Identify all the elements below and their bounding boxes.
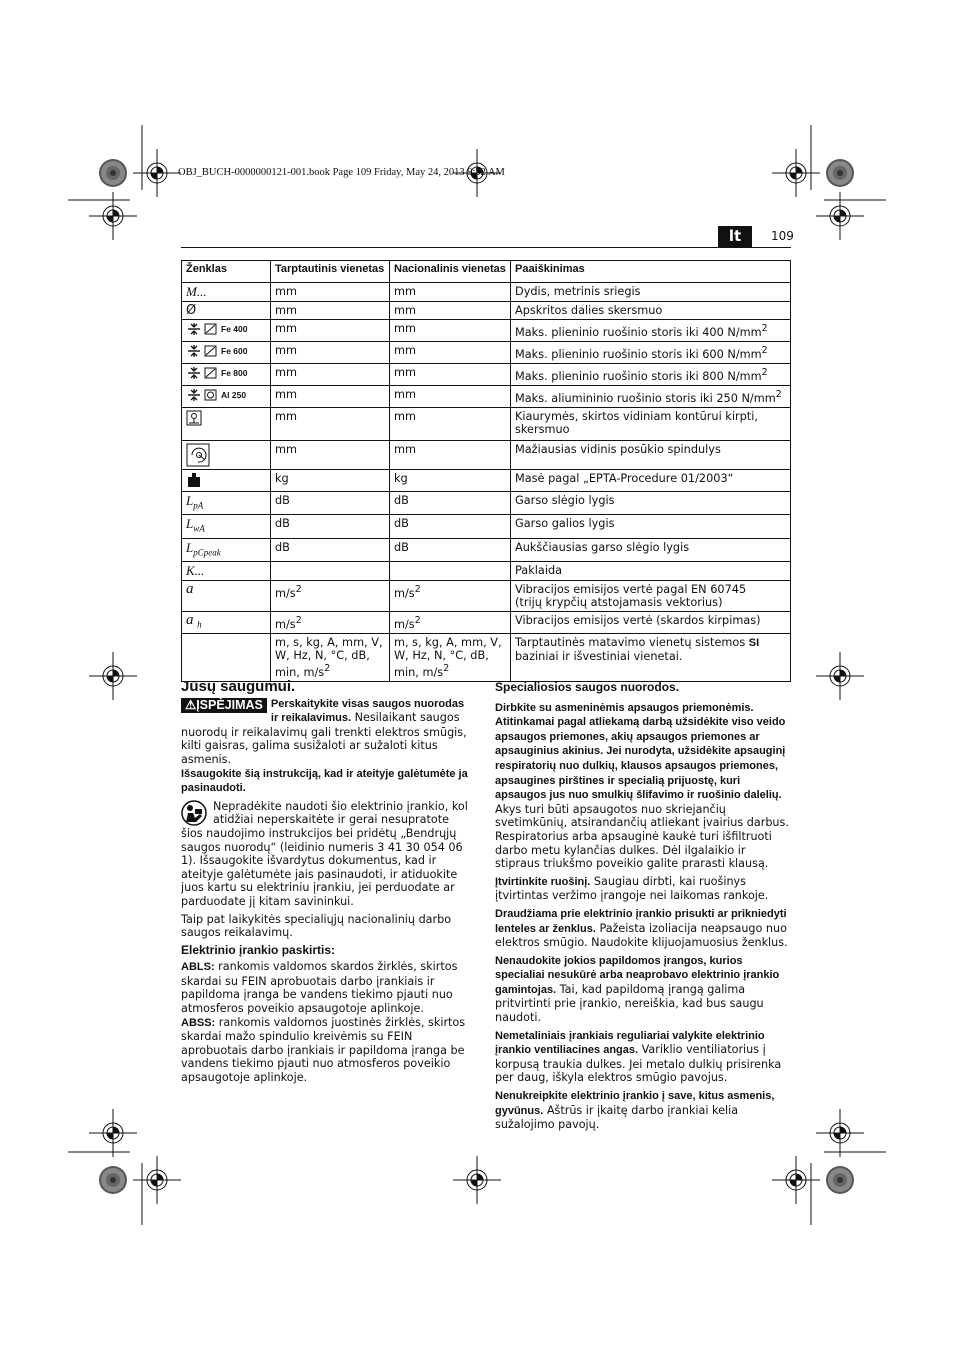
table-row bbox=[182, 561, 791, 580]
section-title: Jūsų saugumui. bbox=[181, 678, 296, 695]
table-row bbox=[182, 441, 791, 470]
symbol-cell: $L_{wA}$ bbox=[182, 515, 271, 538]
desc-cell: Maks. plieninio ruošinio storis iki 600 $N/mm^2$ bbox=[511, 342, 791, 364]
read-manual-icon bbox=[181, 800, 207, 826]
nat-cell: mm bbox=[390, 364, 511, 386]
nat-cell: dB bbox=[390, 538, 511, 561]
col-header-intl: Tarptautinis vienetas bbox=[271, 261, 390, 283]
table-row bbox=[182, 302, 791, 320]
material-grade: Fe 800 bbox=[221, 367, 248, 378]
file-info-line: OBJ_BUCH-0000000121-001.book Page 109 Friday, May 24, 2013 9:52 AM bbox=[178, 167, 505, 178]
right-column bbox=[495, 680, 791, 1136]
nat-cell: mm bbox=[390, 320, 511, 342]
col-header-symbol: Ženklas bbox=[182, 261, 271, 283]
nat-cell: m, s, kg, A, mm, V, W, Hz, N, °C, dB, min, $m/s^2$ bbox=[390, 634, 511, 682]
material-grade: Fe 400 bbox=[221, 323, 248, 334]
desc-cell: Kiaurymės, skirtos vidiniam kontūrui kirpti, skersmuo bbox=[511, 408, 791, 441]
desc-cell: Maks. plieninio ruošinio storis iki 400 $N/mm^2$ bbox=[511, 320, 791, 342]
hole-diameter-icon bbox=[186, 410, 202, 426]
intl-cell: mm bbox=[271, 408, 390, 441]
nat-cell: mm bbox=[390, 441, 511, 470]
table-row bbox=[182, 364, 791, 386]
desc-cell: Garso slėgio lygis bbox=[511, 492, 791, 515]
intl-cell: mm bbox=[271, 302, 390, 320]
symbol-cell bbox=[182, 320, 271, 342]
symbol-cell bbox=[182, 470, 271, 492]
intl-cell: dB bbox=[271, 538, 390, 561]
intl-cell: m, s, kg, A, mm, V, W, Hz, N, °C, dB, min, $m/s^2$ bbox=[271, 634, 390, 682]
symbol-cell: K... bbox=[182, 561, 271, 580]
table-row bbox=[182, 492, 791, 515]
diameter-symbol: Ø bbox=[186, 303, 197, 318]
intl-cell: mm bbox=[271, 386, 390, 408]
intl-cell: $m/s^2$ bbox=[271, 580, 390, 611]
safety-paragraph: Nemetaliniais įrankiais reguliariai valykite elektrinio įrankio ventiliacines angas. Variklio ventiliatorius į korpusą traukia dulkes. Jei metalo dulkių prisirenka per daug, iškyla elektros smūgio pavojus. bbox=[495, 1029, 782, 1085]
col-header-national: Nacionalinis vienetas bbox=[390, 261, 511, 283]
warning-paragraph: ⚠ĮSPĖJIMAS Perskaitykite visas saugos nuorodas ir reikalavimus. Nesilaikant saugos nuorodų ir reikalavimų gali trenkti elektros smūgis, kilti gaisras, galima susižaloti ar sužaloti kitus asmenis. Išsaugokite šią instrukciją, kad ir ateityje galėtumėte ja pasinaudoti. bbox=[181, 697, 468, 795]
safety-paragraph: Dirbkite su asmeninėmis apsaugos priemonėmis. Atitinkamai pagal atliekamą darbą užsidėkite viso veido apsaugos priemones, akių apsaugos priemones ar apsauginius akinius. Jei nurodyta, užsidėkite apsauginį respiratorių nuo dulkių, klausos apsaugos priemones, apsaugines pirštines ir specialią prijuostę, kuri apsaugos jus nuo smulkių šlifavimo ir ruošinio dalelių. Akys turi būti apsaugotos nuo skriejančių svetimkūnių, atsirandančių atliekant įvairius darbus. Respiratorius arba apsauginė kaukė turi išfiltruoti darbo metu kylančias dulkes. Dėl ilgalaikio ir stipraus triukšmo poveikio galite prarasti klausą. bbox=[495, 701, 789, 871]
intl-cell: mm bbox=[271, 342, 390, 364]
page-number: 109 bbox=[771, 229, 794, 243]
thickness-icon bbox=[186, 322, 218, 336]
intl-cell: mm bbox=[271, 364, 390, 386]
symbol-cell: $L_{pCpeak}$ bbox=[182, 538, 271, 561]
nat-cell: dB bbox=[390, 515, 511, 538]
symbol-cell bbox=[182, 441, 271, 470]
thickness-icon bbox=[186, 366, 218, 380]
table-row bbox=[182, 342, 791, 364]
thickness-icon bbox=[186, 344, 218, 358]
intl-cell bbox=[271, 561, 390, 580]
table-header-row bbox=[182, 261, 791, 283]
desc-cell: Garso galios lygis bbox=[511, 515, 791, 538]
table-row bbox=[182, 386, 791, 408]
language-tab: lt bbox=[718, 226, 752, 247]
nat-cell: kg bbox=[390, 470, 511, 492]
abls-paragraph: ABLS: rankomis valdomos skardos žirklės, skirtos skardai su FEIN aprobuotais darbo įrankiais ir papildoma įranga be vandens tiekimo pjauti nuo atmosferos poveikio apsaugotoje aplinkoje. bbox=[181, 960, 458, 1016]
thickness-icon bbox=[186, 388, 218, 402]
intl-cell: mm bbox=[271, 320, 390, 342]
desc-cell: Apskritos dalies skersmuo bbox=[511, 302, 791, 320]
nat-cell: mm bbox=[390, 408, 511, 441]
symbols-table bbox=[181, 260, 791, 682]
intl-cell: mm bbox=[271, 441, 390, 470]
nat-cell: mm bbox=[390, 302, 511, 320]
intl-cell: $m/s^2$ bbox=[271, 611, 390, 633]
symbol-cell bbox=[182, 342, 271, 364]
desc-cell: Maks. aliumininio ruošinio storis iki 250 $N/mm^2$ bbox=[511, 386, 791, 408]
nat-cell: mm bbox=[390, 342, 511, 364]
desc-cell: Mažiausias vidinis posūkio spindulys bbox=[511, 441, 791, 470]
table-row bbox=[182, 283, 791, 302]
table-row bbox=[182, 320, 791, 342]
symbol-cell bbox=[182, 408, 271, 441]
table-row bbox=[182, 538, 791, 561]
symbol-cell bbox=[182, 302, 271, 320]
intl-cell: dB bbox=[271, 515, 390, 538]
symbol-cell bbox=[182, 634, 271, 682]
desc-cell: Paklaida bbox=[511, 561, 791, 580]
abss-paragraph: ABSS: rankomis valdomos juostinės žirklės, skirtos skardai mažo spindulio kreivėmis su FEIN aprobuotais darbo įrankiais ir papildoma įranga be vandens tiekimo pjauti nuo atmosferos poveikio apsaugotoje aplinkoje. bbox=[181, 1015, 466, 1085]
table-row bbox=[182, 611, 791, 633]
symbol-cell: $L_{pA}$ bbox=[182, 492, 271, 515]
turning-radius-icon bbox=[186, 443, 210, 467]
intl-cell: kg bbox=[271, 470, 390, 492]
desc-cell: Masė pagal „EPTA-Procedure 01/2003“ bbox=[511, 470, 791, 492]
safety-paragraph: Nenukreipkite elektrinio įrankio į save, kitus asmenis, gyvūnus. Aštrūs ir įkaitę darbo įrankiai kelia sužalojimo pavojų. bbox=[495, 1090, 775, 1132]
material-grade: Fe 600 bbox=[221, 345, 248, 356]
nat-cell bbox=[390, 561, 511, 580]
desc-cell: Dydis, metrinis sriegis bbox=[511, 283, 791, 302]
header-rule bbox=[181, 247, 791, 248]
nat-cell: mm bbox=[390, 283, 511, 302]
symbol-cell bbox=[182, 386, 271, 408]
nat-cell: $m/s^2$ bbox=[390, 611, 511, 633]
desc-cell: Vibracijos emisijos vertė (skardos kirpimas) bbox=[511, 611, 791, 633]
national-paragraph: Taip pat laikykitės specialiųjų nacionalinių darbo saugos reikalavimų. bbox=[181, 912, 452, 940]
intl-cell: dB bbox=[271, 492, 390, 515]
safety-paragraph: Nenaudokite jokios papildomos įrangos, kurios specialiai nesukūrė arba neaprobavo elektrinio įrankio gamintojas. Tai, kad papildomą įrangą galima pritvirtinti prie įrankio, nereiškia, kad bus saugu naudoti. bbox=[495, 954, 780, 1025]
weight-icon bbox=[186, 472, 202, 488]
symbol-cell: a bbox=[182, 580, 271, 611]
desc-cell: Tarptautinės matavimo vienetų sistemos SI baziniai ir išvestiniai vienetai. bbox=[511, 634, 791, 682]
warning-badge: ⚠ĮSPĖJIMAS bbox=[181, 698, 267, 714]
nat-cell: mm bbox=[390, 386, 511, 408]
symbol-cell: a $_h$ bbox=[182, 611, 271, 633]
nat-cell: dB bbox=[390, 492, 511, 515]
subsection-title: Elektrinio įrankio paskirtis: bbox=[181, 942, 336, 957]
desc-cell: Vibracijos emisijos vertė pagal EN 60745 (trijų krypčių atstojamasis vektorius) bbox=[511, 580, 791, 611]
intl-cell: mm bbox=[271, 283, 390, 302]
desc-cell: Maks. plieninio ruošinio storis iki 800 $N/mm^2$ bbox=[511, 364, 791, 386]
symbol-cell bbox=[182, 283, 271, 302]
table-row bbox=[182, 408, 791, 441]
material-grade: Al 250 bbox=[221, 389, 247, 400]
table-row bbox=[182, 634, 791, 682]
section-title: Specialiosios saugos nuorodos. bbox=[495, 680, 680, 694]
desc-cell: Aukščiausias garso slėgio lygis bbox=[511, 538, 791, 561]
nat-cell: $m/s^2$ bbox=[390, 580, 511, 611]
symbol-text: M... bbox=[186, 284, 207, 299]
read-manual-paragraph: Nepradėkite naudoti šio elektrinio įrankio, kol atidžiai neperskaitėte ir gerai nesupratote šios naudojimo instrukcijos bei pridėtų „Bendrųjų saugos nuorodų“ (leidinio numeris 3 41 30 054 06 1). Išsaugokite išvardytus dokumentus, kad ir ateityje galėtumėte jais pasinaudoti, ir atiduokite juos kartu su elektriniu įrankiu, jei perduodate ar parduodate jį kitam savininkui. bbox=[181, 799, 468, 908]
safety-paragraph: Įtvirtinkite ruošinį. Saugiau dirbti, kai ruošinys įtvirtintas veržimo įrangoje nei laikomas rankoje. bbox=[495, 874, 769, 903]
table-row bbox=[182, 515, 791, 538]
safety-paragraph: Draudžiama prie elektrinio įrankio prisukti ar prikniedyti lenteles ar ženklus. Pažeista izoliacija neapsaugo nuo elektros smūgio. Naudokite klijuojamuosius ženklus. bbox=[495, 907, 788, 950]
symbol-cell bbox=[182, 364, 271, 386]
left-column bbox=[181, 680, 473, 1089]
col-header-explanation: Paaiškinimas bbox=[511, 261, 791, 283]
table-row bbox=[182, 470, 791, 492]
table-row bbox=[182, 580, 791, 611]
